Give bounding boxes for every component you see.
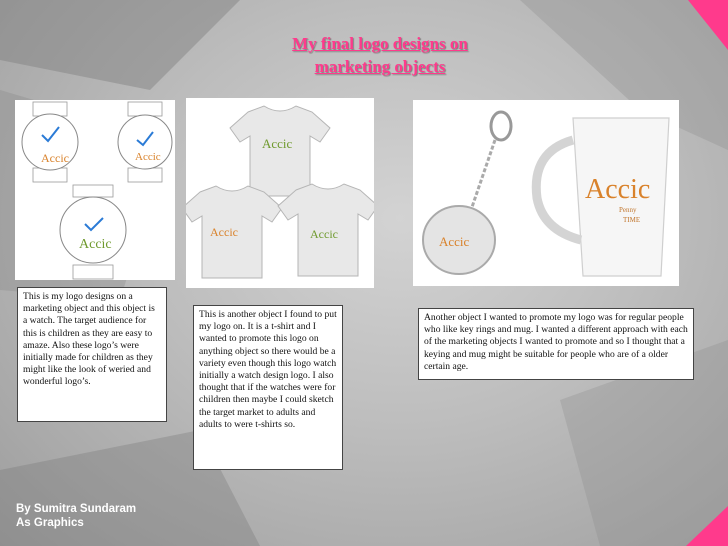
slide-title — [230, 32, 530, 78]
tshirt-illustration — [186, 98, 374, 288]
mug-logo-sub-1: Penny — [619, 206, 637, 214]
mug-logo-sub-2: TIME — [623, 216, 641, 224]
keyring-mug-photo — [413, 100, 679, 286]
tshirts-photo — [186, 98, 374, 288]
keyring-mug-caption: Another object I wanted to promote my logo was for regular people who like key rings and mug. I wanted a different approach with each of the marketing objects I wanted to promote and so I thought that a keying and mug might be suitable for people who are of a older certain age. — [418, 308, 694, 380]
title-line-2: marketing objects — [314, 57, 446, 76]
pink-triangle-bottom-right — [686, 506, 728, 546]
watches-photo — [15, 100, 175, 280]
watch-logo-1: Accic — [41, 151, 69, 165]
pink-triangle-top-right — [688, 0, 728, 50]
watch-illustration — [15, 100, 175, 280]
tshirt-caption: This is another object I found to put my logo on. It is a t-shirt and I wanted to promote this logo on anything object so there would be a variety even though this logo watch initially a watch design logo. I also thought that if the watches were for children then maybe I could sketch the target market to adults and adults to were t-shirts so. — [193, 305, 343, 470]
title-line-1: My final logo designs on — [292, 34, 468, 53]
watch-logo-2: Accic — [135, 151, 161, 163]
keyring-mug-illustration — [413, 100, 679, 286]
tshirt-logo-1: Accic — [262, 136, 293, 151]
tshirt-logo-3: Accic — [310, 227, 338, 241]
author-subtitle: As Graphics — [16, 517, 84, 529]
author-name: By Sumitra Sundaram — [16, 503, 137, 515]
keyring-logo: Accic — [439, 234, 470, 249]
watch-caption: This is my logo designs on a marketing object and this object is a watch. The target audience for this is children as they are easy to amaze. Also these logo’s were initially made for children as they might like the look of weried and wonderful logo’s. — [17, 287, 167, 422]
author-credit — [16, 502, 136, 530]
tshirt-logo-2: Accic — [210, 225, 238, 239]
mug-logo: Accic — [585, 174, 651, 205]
watch-logo-3: Accic — [79, 237, 112, 252]
